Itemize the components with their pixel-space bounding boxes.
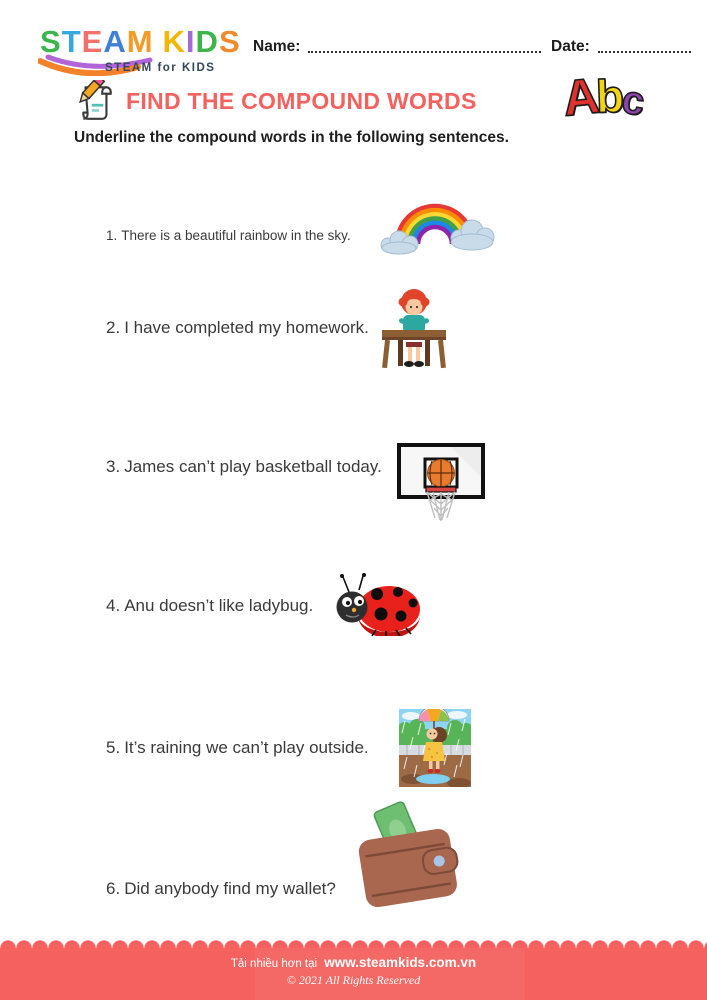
date-field [551,38,691,56]
sentence-4[interactable] [106,596,313,616]
sentence-text[interactable]: There is a beautiful rainbow in the sky. [121,228,351,243]
sentence-text[interactable]: Anu doesn’t like ladybug. [124,596,314,615]
sentence-number: 5. [106,738,121,757]
logo-letter: S [218,24,241,59]
sentence-text[interactable]: I have completed my homework. [124,318,369,337]
rain-outside-icon [399,709,471,787]
sentence-number: 4. [106,596,121,615]
abc-letter-a: A [560,67,602,127]
footer-url[interactable]: www.steamkids.com.vn [324,955,477,970]
title-row [76,80,477,122]
date-label: Date: [551,38,590,55]
footer-copyright: © 2021 All Rights Reserved [286,973,421,987]
logo-letter: A [103,24,127,59]
footer-body [0,948,707,1000]
steam-kids-logo [40,24,250,74]
logo-letter: E [81,24,104,59]
page-title: FIND THE COMPOUND WORDS [126,87,477,114]
logo-letter: D [195,24,219,59]
logo-letter: K [162,24,186,59]
abc-letter-b: b [595,69,626,123]
footer-banner [0,938,707,1000]
name-field [253,38,541,56]
sentence-3[interactable] [106,457,382,477]
logo-letter: S [40,24,62,59]
sentence-6[interactable] [106,879,336,899]
logo-wordmark [40,26,250,57]
abc-letter-c: c [619,77,648,125]
logo-letter: I [185,24,196,59]
sentence-2[interactable] [106,318,369,338]
sentence-number: 3. [106,457,121,476]
logo-tagline: STEAM for KIDS [105,62,216,74]
sentence-text[interactable]: James can’t play basketball today. [124,457,382,476]
logo-letter: M [126,24,154,59]
footer-scallop-edge [0,938,707,948]
name-label: Name: [253,38,301,55]
wallet-icon [354,800,460,912]
name-input-line[interactable] [308,38,541,53]
pencil-scroll-icon [76,80,118,122]
logo-letter: T [61,24,82,59]
ladybug-icon [328,572,422,636]
sentence-1[interactable] [106,228,351,243]
basketball-hoop-icon [396,442,486,524]
date-input-line[interactable] [598,38,691,53]
rainbow-icon [372,188,500,256]
footer-prefix: Tải nhiều hơn tại [230,958,318,970]
sentence-number: 6. [106,879,121,898]
sentence-number: 1. [106,228,118,243]
footer-download-text [0,955,707,970]
sentence-number: 2. [106,318,121,337]
girl-homework-icon [372,286,456,370]
sentence-5[interactable] [106,738,369,758]
sentence-text[interactable]: It’s raining we can’t play outside. [124,738,369,757]
abc-letters-graphic [560,67,663,127]
sentence-text[interactable]: Did anybody find my wallet? [124,879,336,898]
instruction-text: Underline the compound words in the following sentences. [74,129,509,146]
